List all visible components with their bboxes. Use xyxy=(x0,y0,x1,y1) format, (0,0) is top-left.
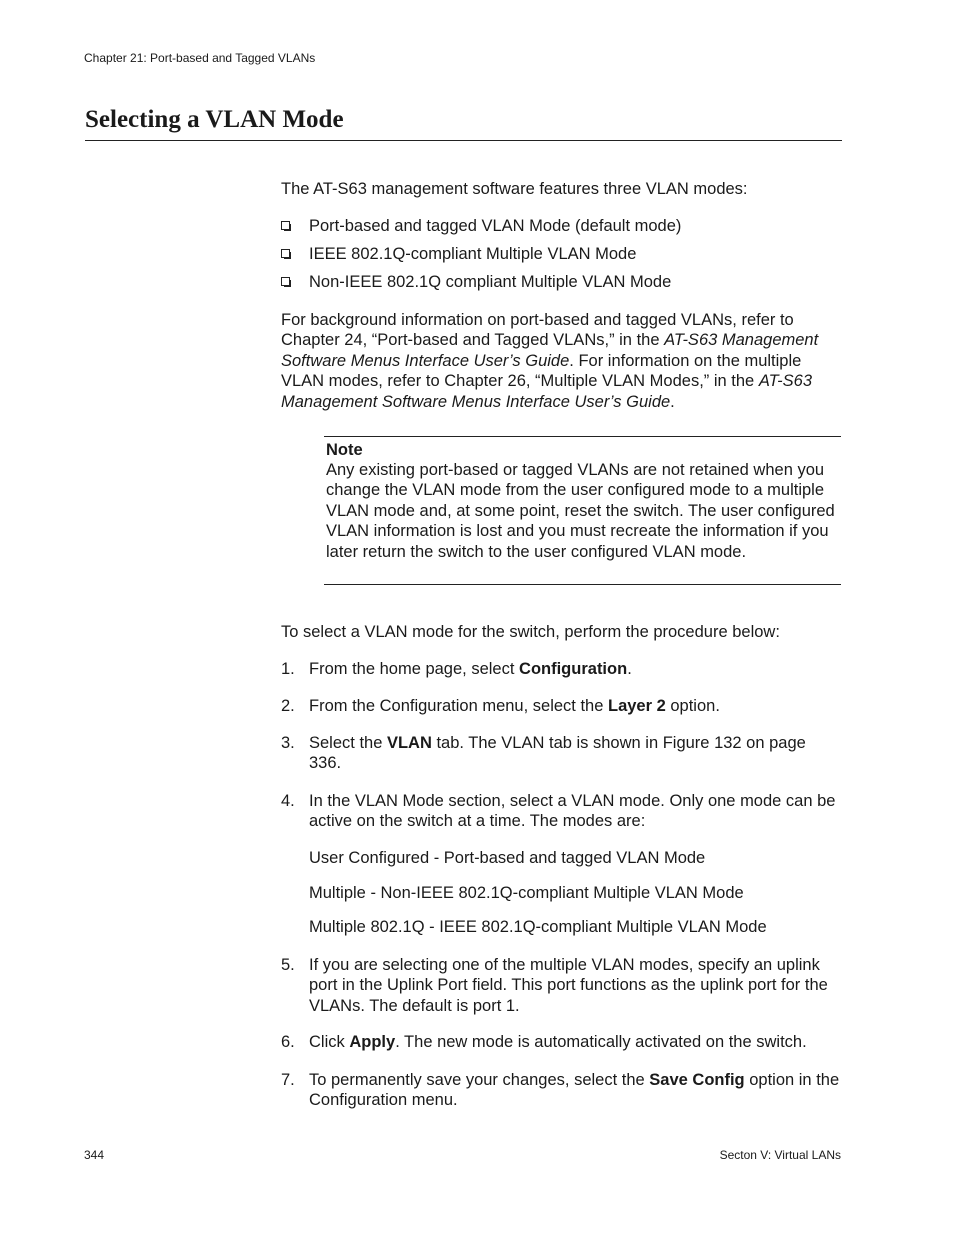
background-text: . xyxy=(670,392,675,411)
step-number: 6. xyxy=(281,1033,295,1051)
list-item-text: Port-based and tagged VLAN Mode (default mode) xyxy=(309,217,682,235)
note-title: Note xyxy=(326,441,363,459)
section-footer: Secton V: Virtual LANs xyxy=(719,1148,841,1162)
step-text-part: tab. The VLAN tab is shown in Figure 132 on page 336. xyxy=(309,734,806,773)
list-item-text: IEEE 802.1Q-compliant Multiple VLAN Mode xyxy=(309,245,637,263)
step-number: 3. xyxy=(281,734,295,752)
list-item-text: Non-IEEE 802.1Q compliant Multiple VLAN Mode xyxy=(309,273,672,291)
guide-reference: AT-S63 Management Software Menus Interface User’s Guide xyxy=(281,372,813,411)
step-number: 2. xyxy=(281,697,295,715)
ui-term: Save Config xyxy=(649,1071,745,1089)
step-text xyxy=(309,659,841,679)
guide-reference: AT-S63 Management Software Menus Interface User’s Guide xyxy=(281,331,819,370)
ui-term: Apply xyxy=(349,1033,396,1051)
ui-term: VLAN xyxy=(386,734,432,752)
step-number: 5. xyxy=(281,956,295,974)
vlan-mode-option: Multiple 802.1Q - IEEE 802.1Q-compliant Multiple VLAN Mode xyxy=(309,918,767,936)
note-top-rule xyxy=(324,436,841,437)
step-text-part: . The new mode is automatically activated on the switch. xyxy=(395,1033,807,1051)
step-text xyxy=(309,733,841,774)
step-text: If you are selecting one of the multiple VLAN modes, specify an uplink port in the Uplink Port field. This port functions as the uplink port for the VLANs. The default is port 1. xyxy=(309,956,828,1015)
checkbox-bullet-icon xyxy=(281,249,290,258)
note-text: Any existing port-based or tagged VLANs are not retained when you change the VLAN mode from the user configured mode to a multiple VLAN mode and, at some point, reset the switch. The user configured VLAN information is lost and you must recreate the information if you later return the switch to the user configured VLAN mode. xyxy=(326,461,835,561)
vlan-mode-option: Multiple - Non-IEEE 802.1Q-compliant Multiple VLAN Mode xyxy=(309,884,744,902)
step-number: 4. xyxy=(281,792,295,810)
step-text-part: To permanently save your changes, select the xyxy=(309,1071,650,1089)
step-text-part: Click xyxy=(309,1033,350,1051)
page-title: Selecting a VLAN Mode xyxy=(85,106,344,133)
step-text-part: option. xyxy=(665,697,720,715)
step-text: In the VLAN Mode section, select a VLAN mode. Only one mode can be active on the switch at a time. The modes are: xyxy=(309,792,836,831)
background-text: . For information on the multiple VLAN modes, refer to Chapter 26, “Multiple VLAN Modes,” in the xyxy=(281,351,802,391)
vlan-mode-option: User Configured - Port-based and tagged VLAN Mode xyxy=(309,849,706,867)
page-number: 344 xyxy=(84,1148,105,1162)
procedure-intro: To select a VLAN mode for the switch, perform the procedure below: xyxy=(281,623,780,641)
step-number: 7. xyxy=(281,1071,295,1089)
step-text-part: From the home page, select xyxy=(309,660,520,678)
running-header: Chapter 21: Port-based and Tagged VLANs xyxy=(84,51,316,65)
step-text-part: option in the Configuration menu. xyxy=(309,1071,840,1110)
step-text xyxy=(309,696,841,716)
step-number: 1. xyxy=(281,660,295,678)
step-text-part: From the Configuration menu, select the xyxy=(309,697,608,715)
step-text-part: Select the xyxy=(309,734,387,752)
step-text-part: . xyxy=(627,660,632,678)
ui-term: Configuration xyxy=(519,660,628,678)
checkbox-bullet-icon xyxy=(281,221,290,230)
checkbox-bullet-icon xyxy=(281,277,290,286)
background-text: For background information on port-based and tagged VLANs, refer to Chapter 24, “Port-based and Tagged VLANs,” in the xyxy=(281,311,794,350)
step-text xyxy=(309,1070,841,1111)
step-text xyxy=(309,1032,841,1052)
background-paragraph xyxy=(281,310,843,412)
note-bottom-rule xyxy=(324,584,841,585)
ui-term: Layer 2 xyxy=(607,697,666,715)
title-divider xyxy=(85,140,842,141)
intro-paragraph: The AT-S63 management software features three VLAN modes: xyxy=(281,180,748,198)
